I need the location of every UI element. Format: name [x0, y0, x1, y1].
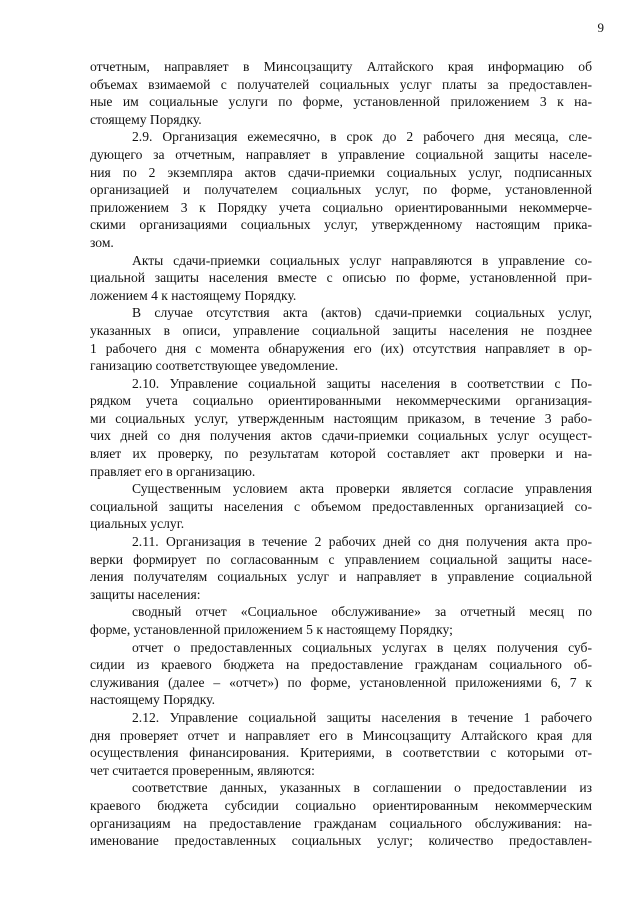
text-line: дующего за отчетным, направляет в управление социальной защиты населе- [90, 146, 592, 162]
text-line: В случае отсутствия акта (актов) сдачи-приемки социальных услуг, [132, 305, 592, 321]
text-line: верки формирует по согласованным с управлением социальной защиты насе- [90, 551, 592, 567]
page-number: 9 [597, 20, 604, 35]
text-line: чих дней со дня получения актов сдачи-приемки социальных услуг осущест- [90, 428, 592, 444]
text-line: циальной защиты населения вместе с описью по форме, установленной при- [90, 270, 592, 286]
paragraph-2-11-line: 2.11. Организация в течение 2 рабочих дней со дня получения акта про- [132, 534, 592, 550]
text-line: организациям на предоставление гражданам социального обслуживания: на- [90, 815, 592, 831]
document-body [90, 58, 592, 850]
text-line: ления получателям социальных услуг и направляет в управление социальной [90, 569, 592, 585]
text-line: дня проверяет отчет и направляет его в Минсоцзащиту Алтайского края для [90, 727, 592, 743]
text-line: организацией и получателем социальных услуг, по форме, установленной [90, 182, 592, 198]
text-line: ния по 2 экземпляра актов сдачи-приемки социальных услуг, подписанных [90, 164, 592, 180]
text-line: сидии из краевого бюджета на предоставление гражданам социального об- [90, 657, 592, 673]
text-line: приложением 3 к Порядку учета социально ориентированными некоммерче- [90, 199, 592, 215]
text-line: социальной защиты населения с объемом предоставленных организацией со- [90, 498, 592, 514]
text-line: вляет их проверку, по результатам которой составляет акт проверки и на- [90, 446, 592, 462]
text-line: правляет его в организацию. [90, 463, 256, 479]
text-line: стоящему Порядку. [90, 111, 202, 127]
text-line: осуществления финансирования. Критериями, в соответствии с которыми от- [90, 745, 592, 761]
paragraph-2-10-line: 2.10. Управление социальной защиты населения в соответствии с По- [132, 375, 592, 391]
text-line: ганизацию соответствующее уведомление. [90, 358, 339, 374]
text-line: ложением 4 к настоящему Порядку. [90, 287, 297, 303]
paragraph-2-9-line: 2.9. Организация ежемесячно, в срок до 2 рабочего дня месяца, сле- [132, 129, 592, 145]
text-line: ми социальных услуг, утвержденным настоящим приказом, в течение 3 рабо- [90, 410, 592, 426]
text-line: Существенным условием акта проверки является согласие управления [132, 481, 592, 497]
text-line: 1 рабочего дня с момента обнаружения его (их) отсутствия направляет в ор- [90, 340, 592, 356]
paragraph-2-12-line: 2.12. Управление социальной защиты населения в течение 1 рабочего [132, 709, 592, 725]
text-line: отчетным, направляет в Минсоцзащиту Алтайского края информацию об [90, 59, 592, 74]
text-line: сводный отчет «Социальное обслуживание» за отчетный месяц по [132, 604, 592, 620]
text-line: зом. [90, 234, 114, 250]
text-line: ные им социальные услуги по форме, установленной приложением 3 к на- [90, 94, 592, 110]
text-line: циальных услуг. [90, 516, 185, 532]
text-line: отчет о предоставленных социальных услугах в целях получения суб- [132, 639, 592, 655]
text-line: форме, установленной приложением 5 к настоящему Порядку; [90, 622, 453, 637]
text-line: настоящему Порядку. [90, 692, 216, 708]
text-line: чет считается проверенным, являются: [90, 762, 315, 778]
text-line: указанных в описи, управление социальной защиты населения не позднее [90, 322, 592, 338]
text-line: рядком учета социально ориентированными некоммерческими организация- [90, 393, 592, 409]
text-line: объемах взимаемой с получателей социальных услуг платы за предоставлен- [90, 76, 592, 92]
text-line: соответствие данных, указанных в соглашении о предоставлении из [132, 780, 592, 796]
text-line: именование предоставленных социальных услуг; количество предоставлен- [90, 833, 592, 849]
text-line: защиты населения: [90, 586, 201, 602]
text-line: Акты сдачи-приемки социальных услуг направляются в управление со- [132, 252, 592, 268]
text-line: краевого бюджета субсидии социально ориентированным некоммерческим [90, 797, 592, 813]
text-line: служивания (далее – «отчет») по форме, установленной приложениями 6, 7 к [90, 674, 592, 690]
text-line: скими организациями социальных услуг, утвержденному настоящим прика- [90, 217, 592, 233]
